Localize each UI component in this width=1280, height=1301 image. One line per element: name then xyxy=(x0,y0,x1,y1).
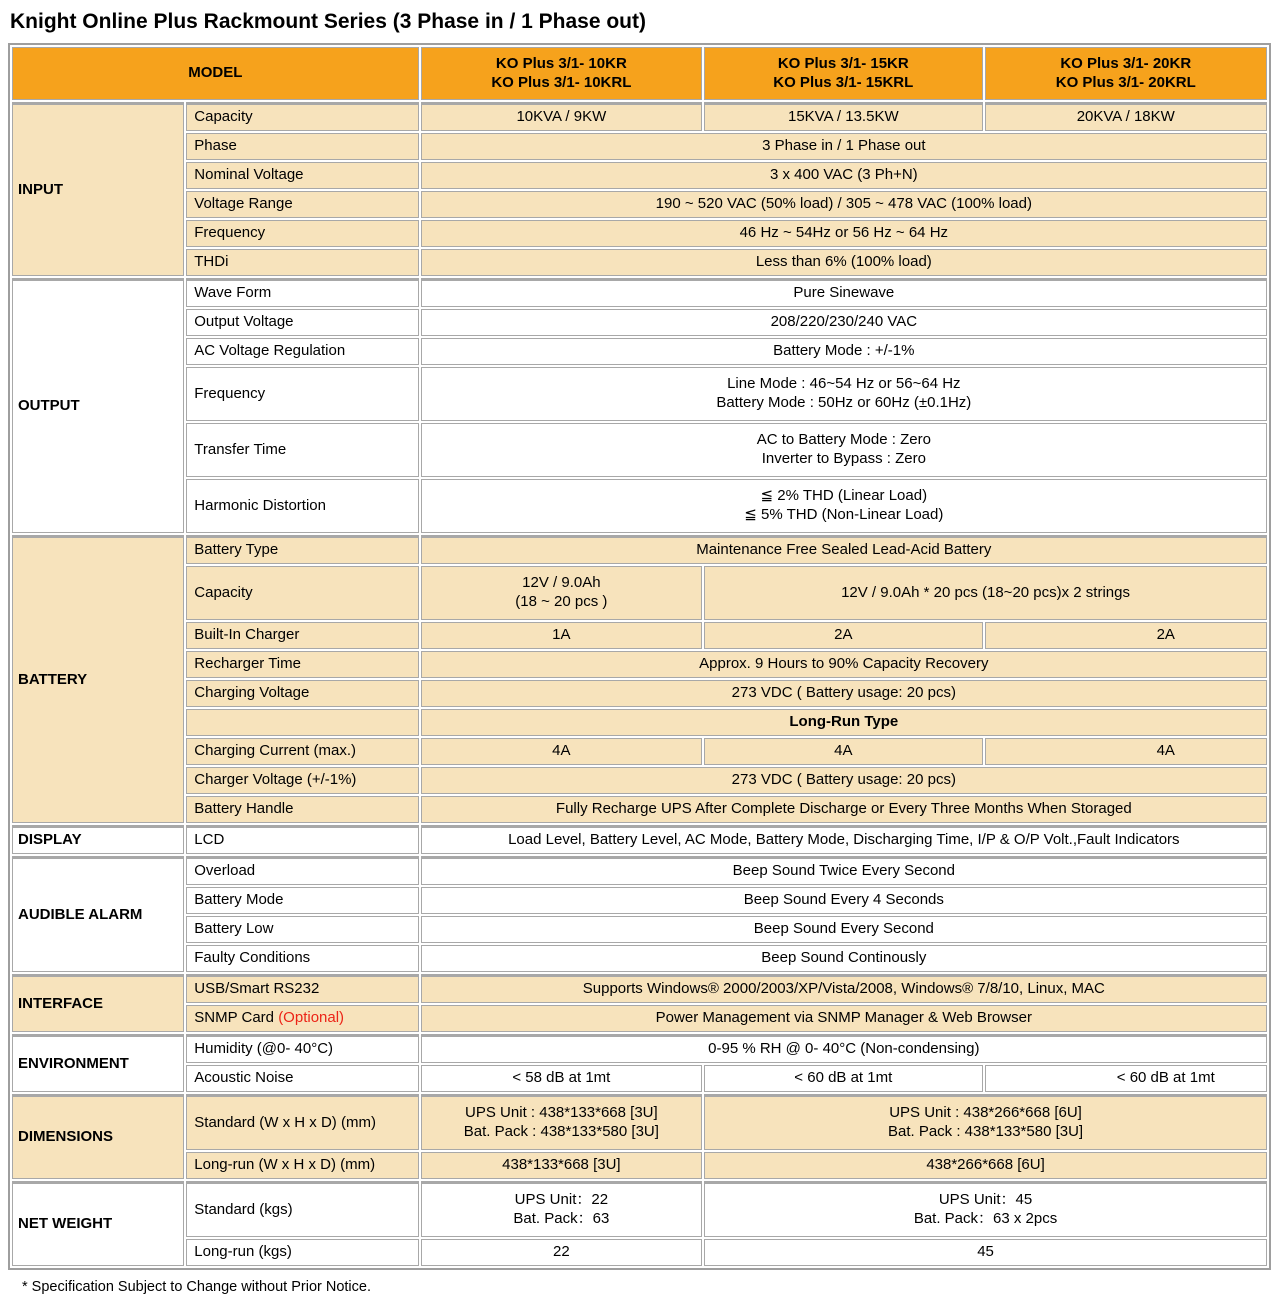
row-environment-humidity xyxy=(12,1034,1267,1063)
dimensions-longrun-value-2-3: 438*266*668 [6U] xyxy=(704,1152,1267,1179)
battery-longrun-type-header: Long-Run Type xyxy=(421,709,1267,736)
row-weight-standard xyxy=(12,1181,1267,1237)
interface-snmp-label-text: SNMP Card xyxy=(194,1009,275,1027)
alarm-faulty-label: Faulty Conditions xyxy=(186,945,418,972)
weight-standard-label: Standard (kgs) xyxy=(186,1181,418,1237)
weight-longrun-value-2-3: 45 xyxy=(704,1239,1267,1266)
input-capacity-label: Capacity xyxy=(186,102,418,131)
battery-charging-current-value-2: 4A xyxy=(704,738,982,765)
dimensions-standard-value-1 xyxy=(421,1094,702,1150)
dimensions-standard-value-2-3 xyxy=(704,1094,1267,1150)
dimensions-standard-23-line2: Bat. Pack : 438*133*580 [3U] xyxy=(887,1123,1084,1140)
battery-charger-label: Built-In Charger xyxy=(186,622,418,649)
section-environment-label: ENVIRONMENT xyxy=(12,1034,184,1092)
battery-capacity-value-2-3: 12V / 9.0Ah * 20 pcs (18~20 pcs)x 2 strings xyxy=(704,566,1267,620)
row-battery-charging-voltage xyxy=(12,680,1267,707)
battery-longrun-empty-label xyxy=(186,709,418,736)
row-battery-charging-current xyxy=(12,738,1267,765)
input-nominal-voltage-value: 3 x 400 VAC (3 Ph+N) xyxy=(421,162,1267,189)
row-battery-capacity xyxy=(12,566,1267,620)
weight-standard-1-line1: UPS Unit：22 xyxy=(514,1191,609,1209)
model-3-line1: KO Plus 3/1- 20KR xyxy=(1060,54,1192,72)
battery-type-value: Maintenance Free Sealed Lead-Acid Battery xyxy=(421,535,1267,564)
row-battery-recharge-time xyxy=(12,651,1267,678)
battery-recharge-value: Approx. 9 Hours to 90% Capacity Recovery xyxy=(421,651,1267,678)
row-alarm-faulty xyxy=(12,945,1267,972)
alarm-battery-mode-label: Battery Mode xyxy=(186,887,418,914)
environment-humidity-value: 0-95 % RH @ 0- 40°C (Non-condensing) xyxy=(421,1034,1267,1063)
section-dimensions-label: DIMENSIONS xyxy=(12,1094,184,1179)
battery-charging-current-label: Charging Current (max.) xyxy=(186,738,418,765)
weight-longrun-label: Long-run (kgs) xyxy=(186,1239,418,1266)
interface-snmp-value: Power Management via SNMP Manager & Web Browser xyxy=(421,1005,1267,1032)
model-2-line1: KO Plus 3/1- 15KR xyxy=(777,54,909,72)
row-battery-longrun-type xyxy=(12,709,1267,736)
battery-capacity-value-1 xyxy=(421,566,702,620)
row-battery-charger xyxy=(12,622,1267,649)
model-2-line2: KO Plus 3/1- 15KRL xyxy=(773,73,914,91)
output-thd-line2: ≦ 5% THD (Non-Linear Load) xyxy=(744,506,944,523)
battery-capacity-1-line1: 12V / 9.0Ah xyxy=(522,574,601,592)
environment-noise-value-3: < 60 dB at 1mt xyxy=(985,1065,1267,1092)
section-alarm-label: AUDIBLE ALARM xyxy=(12,856,184,972)
environment-noise-value-1: < 58 dB at 1mt xyxy=(421,1065,702,1092)
output-waveform-value: Pure Sinewave xyxy=(421,278,1267,307)
row-battery-charger-voltage xyxy=(12,767,1267,794)
battery-charging-voltage-value: 273 VDC ( Battery usage: 20 pcs) xyxy=(421,680,1267,707)
battery-charger-value-2: 2A xyxy=(704,622,982,649)
input-voltage-range-value: 190 ~ 520 VAC (50% load) / 305 ~ 478 VAC (100% load) xyxy=(421,191,1267,218)
input-capacity-value-2: 15KVA / 13.5KW xyxy=(704,102,982,131)
row-input-nominal-voltage xyxy=(12,162,1267,189)
interface-snmp-label xyxy=(186,1005,418,1032)
input-phase-label: Phase xyxy=(186,133,418,160)
page-title: Knight Online Plus Rackmount Series (3 Phase in / 1 Phase out) xyxy=(10,10,646,33)
input-frequency-value: 46 Hz ~ 54Hz or 56 Hz ~ 64 Hz xyxy=(421,220,1267,247)
dimensions-standard-23-line1: UPS Unit : 438*266*668 [6U] xyxy=(889,1104,1082,1122)
output-thd-line1: ≦ 2% THD (Linear Load) xyxy=(760,487,928,505)
output-transfer-label: Transfer Time xyxy=(186,423,418,477)
output-waveform-label: Wave Form xyxy=(186,278,418,307)
output-transfer-line2: Inverter to Bypass : Zero xyxy=(761,450,926,467)
alarm-battery-low-label: Battery Low xyxy=(186,916,418,943)
row-output-waveform xyxy=(12,278,1267,307)
model-col-2 xyxy=(704,47,982,100)
row-display-lcd xyxy=(12,825,1267,854)
input-phase-value: 3 Phase in / 1 Phase out xyxy=(421,133,1267,160)
dimensions-standard-label: Standard (W x H x D) (mm) xyxy=(186,1094,418,1150)
model-header-cell: MODEL xyxy=(12,47,419,100)
section-weight-label: NET WEIGHT xyxy=(12,1181,184,1266)
battery-charging-current-value-3: 4A xyxy=(985,738,1267,765)
environment-noise-value-2: < 60 dB at 1mt xyxy=(704,1065,982,1092)
weight-standard-23-line2: Bat. Pack：63 x 2pcs xyxy=(913,1210,1058,1227)
alarm-overload-value: Beep Sound Twice Every Second xyxy=(421,856,1267,885)
model-col-1 xyxy=(421,47,702,100)
display-lcd-value: Load Level, Battery Level, AC Mode, Battery Mode, Discharging Time, I/P & O/P Volt.,Fault Indicators xyxy=(421,825,1267,854)
section-display-label: DISPLAY xyxy=(12,825,184,854)
row-interface-snmp xyxy=(12,1005,1267,1032)
dimensions-longrun-value-1: 438*133*668 [3U] xyxy=(421,1152,702,1179)
weight-longrun-value-1: 22 xyxy=(421,1239,702,1266)
model-1-line1: KO Plus 3/1- 10KR xyxy=(495,54,627,72)
battery-charger-voltage-value: 273 VDC ( Battery usage: 20 pcs) xyxy=(421,767,1267,794)
row-battery-handle xyxy=(12,796,1267,823)
row-weight-longrun xyxy=(12,1239,1267,1266)
display-lcd-label: LCD xyxy=(186,825,418,854)
battery-type-label: Battery Type xyxy=(186,535,418,564)
battery-capacity-label: Capacity xyxy=(186,566,418,620)
output-transfer-value xyxy=(421,423,1267,477)
row-dimensions-standard xyxy=(12,1094,1267,1150)
dimensions-longrun-label: Long-run (W x H x D) (mm) xyxy=(186,1152,418,1179)
interface-snmp-optional-text: (Optional) xyxy=(278,1009,345,1027)
input-nominal-voltage-label: Nominal Voltage xyxy=(186,162,418,189)
battery-charging-voltage-label: Charging Voltage xyxy=(186,680,418,707)
environment-noise-label: Acoustic Noise xyxy=(186,1065,418,1092)
section-battery-label: BATTERY xyxy=(12,535,184,823)
row-output-voltage xyxy=(12,309,1267,336)
battery-recharge-label: Recharger Time xyxy=(186,651,418,678)
alarm-battery-low-value: Beep Sound Every Second xyxy=(421,916,1267,943)
output-frequency-line1: Line Mode : 46~54 Hz or 56~64 Hz xyxy=(727,375,961,393)
model-3-line2: KO Plus 3/1- 20KRL xyxy=(1055,73,1196,91)
battery-charger-voltage-label: Charger Voltage (+/-1%) xyxy=(186,767,418,794)
battery-handle-value: Fully Recharge UPS After Complete Discharge or Every Three Months When Storaged xyxy=(421,796,1267,823)
dimensions-standard-1-line2: Bat. Pack : 438*133*580 [3U] xyxy=(463,1123,659,1140)
section-input-label: INPUT xyxy=(12,102,184,276)
row-output-regulation xyxy=(12,338,1267,365)
row-alarm-battery-mode xyxy=(12,887,1267,914)
weight-standard-23-line1: UPS Unit：45 xyxy=(938,1191,1033,1209)
row-battery-type xyxy=(12,535,1267,564)
interface-usb-value: Supports Windows® 2000/2003/XP/Vista/2008, Windows® 7/8/10, Linux, MAC xyxy=(421,974,1267,1003)
row-interface-usb xyxy=(12,974,1267,1003)
battery-handle-label: Battery Handle xyxy=(186,796,418,823)
dimensions-standard-1-line1: UPS Unit : 438*133*668 [3U] xyxy=(465,1104,658,1122)
input-capacity-value-3: 20KVA / 18KW xyxy=(985,102,1267,131)
alarm-overload-label: Overload xyxy=(186,856,418,885)
row-alarm-battery-low xyxy=(12,916,1267,943)
section-output-label: OUTPUT xyxy=(12,278,184,533)
battery-charging-current-value-1: 4A xyxy=(421,738,702,765)
battery-charger-value-1: 1A xyxy=(421,622,702,649)
section-interface-label: INTERFACE xyxy=(12,974,184,1032)
row-input-voltage-range xyxy=(12,191,1267,218)
row-input-capacity xyxy=(12,102,1267,131)
weight-standard-value-1 xyxy=(421,1181,702,1237)
weight-standard-value-2-3 xyxy=(704,1181,1267,1237)
input-capacity-value-1: 10KVA / 9KW xyxy=(421,102,702,131)
row-input-phase xyxy=(12,133,1267,160)
output-transfer-line1: AC to Battery Mode : Zero xyxy=(756,431,931,449)
output-frequency-line2: Battery Mode : 50Hz or 60Hz (±0.1Hz) xyxy=(716,394,972,411)
row-dimensions-longrun xyxy=(12,1152,1267,1179)
model-col-3 xyxy=(985,47,1267,100)
interface-usb-label: USB/Smart RS232 xyxy=(186,974,418,1003)
output-voltage-label: Output Voltage xyxy=(186,309,418,336)
row-output-harmonic-distortion xyxy=(12,479,1267,533)
input-voltage-range-label: Voltage Range xyxy=(186,191,418,218)
output-regulation-label: AC Voltage Regulation xyxy=(186,338,418,365)
weight-standard-1-line2: Bat. Pack：63 xyxy=(513,1210,610,1227)
environment-humidity-label: Humidity (@0- 40°C) xyxy=(186,1034,418,1063)
battery-capacity-1-line2: (18 ~ 20 pcs ) xyxy=(515,593,608,610)
footnote: * Specification Subject to Change without Prior Notice. xyxy=(22,1279,371,1295)
row-input-thdi xyxy=(12,249,1267,276)
row-output-transfer-time xyxy=(12,423,1267,477)
model-1-line2: KO Plus 3/1- 10KRL xyxy=(491,73,632,91)
input-thdi-label: THDi xyxy=(186,249,418,276)
output-regulation-value: Battery Mode : +/-1% xyxy=(421,338,1267,365)
alarm-battery-mode-value: Beep Sound Every 4 Seconds xyxy=(421,887,1267,914)
alarm-faulty-value: Beep Sound Continously xyxy=(421,945,1267,972)
row-environment-noise xyxy=(12,1065,1267,1092)
row-output-frequency xyxy=(12,367,1267,421)
spec-table xyxy=(8,43,1271,1270)
input-thdi-value: Less than 6% (100% load) xyxy=(421,249,1267,276)
output-thd-label: Harmonic Distortion xyxy=(186,479,418,533)
output-frequency-label: Frequency xyxy=(186,367,418,421)
battery-charger-value-3: 2A xyxy=(985,622,1267,649)
output-frequency-value xyxy=(421,367,1267,421)
output-thd-value xyxy=(421,479,1267,533)
row-input-frequency xyxy=(12,220,1267,247)
output-voltage-value: 208/220/230/240 VAC xyxy=(421,309,1267,336)
row-alarm-overload xyxy=(12,856,1267,885)
input-frequency-label: Frequency xyxy=(186,220,418,247)
model-header-row xyxy=(12,47,1267,100)
